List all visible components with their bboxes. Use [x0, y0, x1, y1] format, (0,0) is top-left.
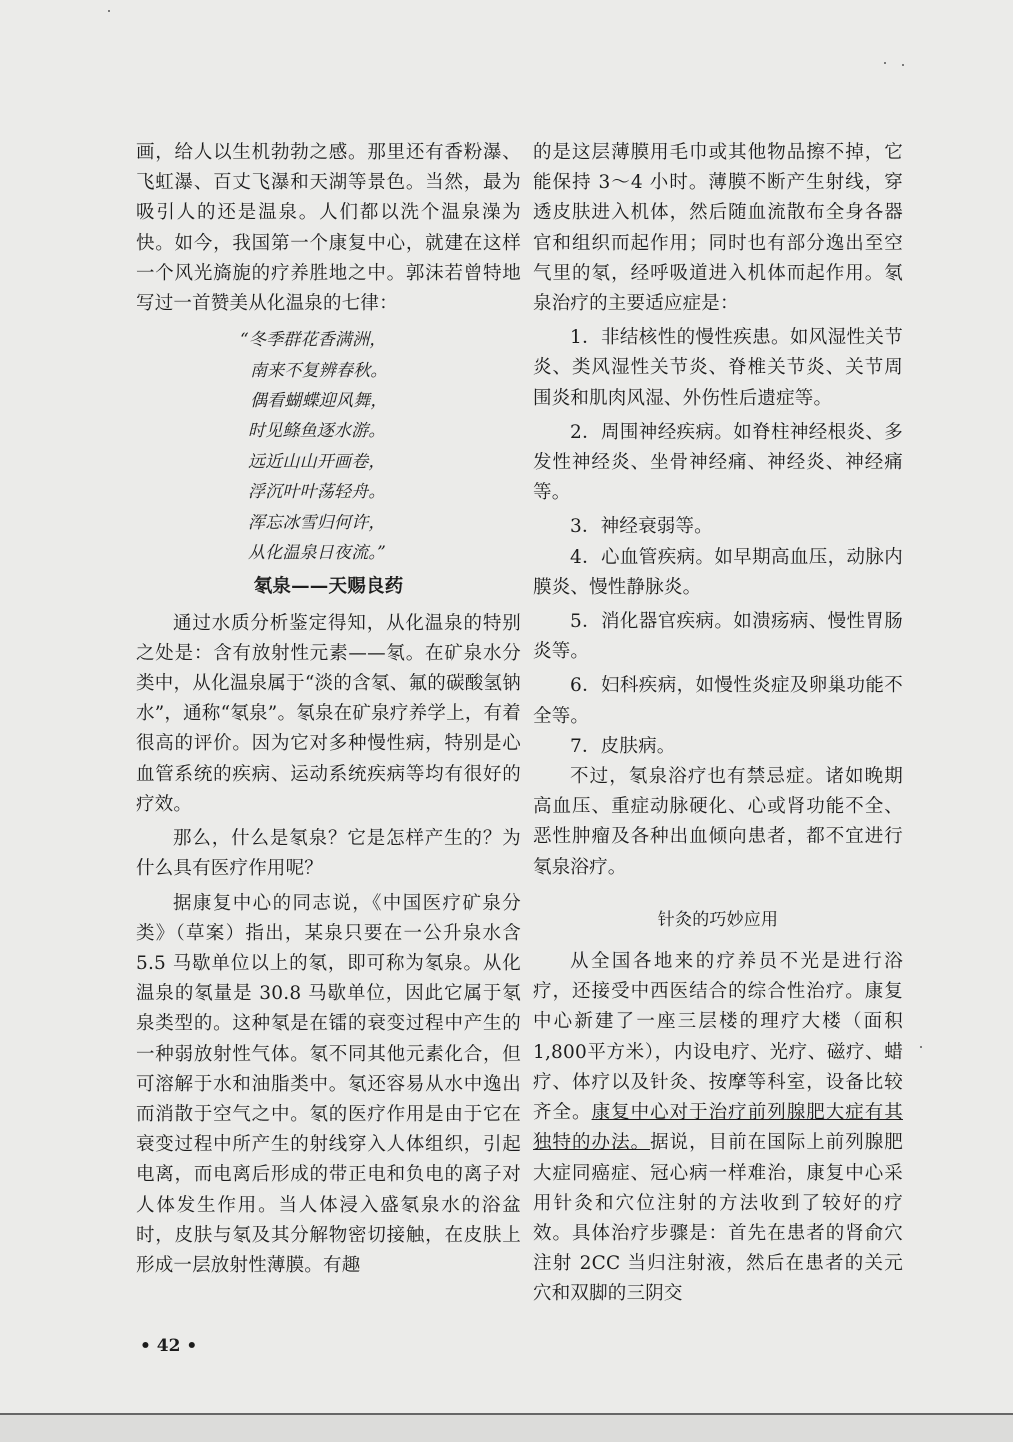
poem-line: 远近山山开画卷， [248, 451, 386, 472]
poem-line: 浑忘冰雪归何许， [248, 512, 386, 533]
poem-line: 南来不复辨春秋。 [250, 360, 388, 381]
scan-speck [884, 62, 886, 64]
poem-line: “冬季群花香满洲， [240, 330, 387, 351]
indication-item-1: 1．非结核性的慢性疾患。如风湿性关节炎、类风湿性关节炎、脊椎关节炎、关节周围炎和肌肉风湿、外伤性后遗症等。 [533, 327, 903, 409]
left-paragraph-1: 画，给人以生机勃勃之感。那里还有香粉瀑、飞虹瀑、百丈飞瀑和天湖等景色。当然，最为吸引人的还是温泉。人们都以洗个温泉澡为快。如今，我国第一个康复中心，就建在这样一个风光旖旎的疗养胜地之中。郭沫若曾特地写过一首赞美从化温泉的七律： [136, 142, 521, 315]
section-heading-radon: 氡泉——天赐良药 [253, 576, 404, 598]
poem-line: 时见鲦鱼逐水游。 [248, 421, 386, 442]
scan-speck [920, 1046, 922, 1048]
scan-bottom-edge [0, 1413, 1013, 1442]
page-number: • 42 • [140, 1336, 198, 1356]
right-paragraph-2: 不过，氡泉浴疗也有禁忌症。诸如晚期高血压、重症动脉硬化、心或肾功能不全、恶性肿瘤及各种出血倾向患者，都不宜进行氡泉浴疗。 [533, 766, 903, 878]
left-paragraph-4: 据康复中心的同志说，《中国医疗矿泉分类》（草案）指出，某泉只要在一公升泉水含 5.5 马歇单位以上的氡，即可称为氡泉。从化温泉的氡量是 30.8 马歇单位，因此它属于氡泉类型的。这种氡是在镭的衰变过程中产生的一种弱放射性气体。氡不同其他元素化合，但可溶解于水和油脂类中。氡还容易从水中逸出而消散于空气之中。氡的医疗作用是由于它在衰变过程中所产生的射线穿入人体组织，引起电离，而电离后形成的带正电和负电的离子对人体发生作用。当人体浸入盛氡泉水的浴盆时，皮肤与氡及其分解物密切接触，在皮肤上形成一层放射性薄膜。有趣 [136, 892, 521, 1276]
scan-speck [902, 64, 904, 66]
indication-item-5: 5．消化器官疾病。如溃疡病、慢性胃肠炎等。 [533, 611, 903, 663]
scan-speck [108, 10, 110, 12]
text-run: 据说，目前在国际上前列腺肥大症同癌症、冠心病一样难治，康复中心采用针灸和穴位注射的方法收到了较好的疗效。具体治疗步骤是：首先在患者的肾俞穴注射 2CC 当归注射液，然后在患者的关元穴和双脚的三阴交 [533, 1132, 904, 1305]
section-heading-acupuncture: 针灸的巧妙应用 [657, 909, 779, 930]
indication-item-4: 4．心血管疾病。如早期高血压，动脉内膜炎、慢性静脉炎。 [533, 546, 903, 598]
underlined-text: 康复中心对于治疗前列腺肥大症有其独特的办法。 [533, 1102, 904, 1154]
left-paragraph-3: 那么，什么是氡泉？它是怎样产生的？为什么具有医疗作用呢？ [136, 828, 521, 880]
indication-item-2: 2．周围神经疾病。如脊柱神经根炎、多发性神经炎、坐骨神经痛、神经炎、神经痛等。 [533, 421, 903, 504]
poem-line: 浮沉叶叶荡轻舟。 [248, 482, 386, 503]
poem [240, 325, 521, 568]
right-column [533, 138, 903, 1310]
text-run: 从全国各地来的疗养员不光是进行浴疗，还接受中西医结合的综合性治疗。康复中心新建了一座三层楼的理疗大楼（面积1,800平方米），内设电疗、光疗、磁疗、蜡疗、体疗以及针灸、按摩等科室，设备比较齐全。 [533, 951, 903, 1124]
left-column [136, 138, 521, 1281]
indication-item-7: 7．皮肤病。 [570, 735, 676, 757]
poem-line: 从化温泉日夜流。” [248, 543, 386, 564]
left-paragraph-2: 通过水质分析鉴定得知，从化温泉的特别之处是：含有放射性元素——氡。在矿泉水分类中，从化温泉属于“淡的含氡、氟的碳酸氢钠水”，通称“氡泉”。氡泉在矿泉疗养学上，有着很高的评价。因为它对多种慢性病，特别是心血管系统的疾病、运动系统疾病等均有很好的疗效。 [136, 612, 521, 815]
right-paragraph-1: 的是这层薄膜用毛巾或其他物品擦不掉，它能保持 3～4 小时。薄膜不断产生射线，穿透皮肤进入机体，然后随血流散布全身各器官和组织而起作用；同时也有部分逸出至空气里的氡，经呼吸道进入机体而起作用。氡泉治疗的主要适应症是： [533, 142, 903, 315]
poem-line: 偶看蝴蝶迎风舞， [250, 391, 388, 412]
indication-item-3: 3．神经衰弱等。 [570, 516, 713, 538]
indication-item-6: 6．妇科疾病，如慢性炎症及卵巢功能不全等。 [533, 675, 903, 727]
right-paragraph-3 [533, 947, 903, 1309]
